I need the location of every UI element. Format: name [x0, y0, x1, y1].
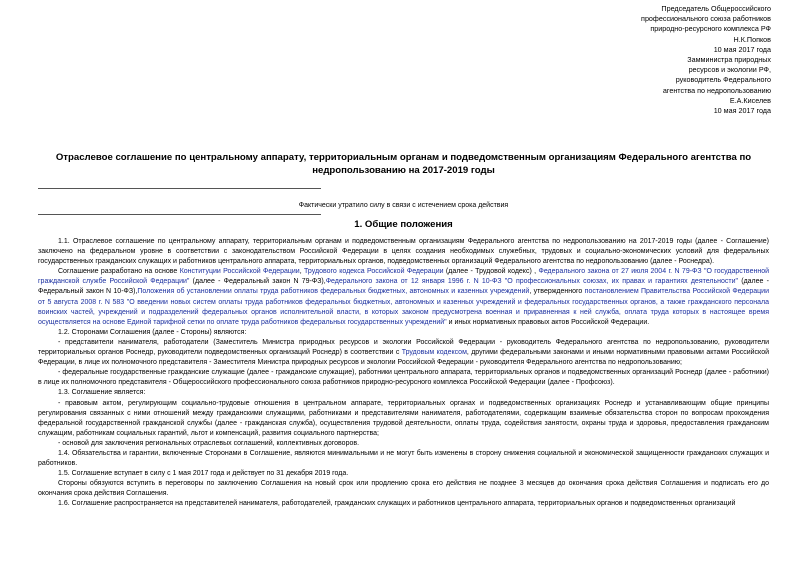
- paragraph-text: , другими федеральными законами и иными нормативными правовыми актами Российской Федерации, в лице их полномочного представителя - Заместителя Министра природных ресурсов и экологии Российской Федерации - руководителя Федерального агентства по недропользованию;: [38, 349, 770, 367]
- link-federal-law-10[interactable]: Федерального закона от 12 января 1996 г. N 10-ФЗ "О профессиональных союзах, их правах и гарантиях деятельности": [325, 278, 738, 286]
- document-title: Отраслевое соглашение по центральному аппарату, территориальным органам и подведомственным организациям Федерального агентства по недропользованию на 2017-2019 годы: [55, 152, 752, 176]
- paragraph-basis: [38, 267, 769, 328]
- link-labor-code[interactable]: Трудового кодекса Российской Федерации: [304, 268, 444, 276]
- paragraph-1-2-employees: - федеральные государственные гражданские служащие (далее - гражданские служащие), работники центрального аппарата, территориальных органов и подведомственных организаций Роснедр (далее - работники) в лице их полномочного представителя - Общероссийского профессионального союза работников природно-ресурсного комплекса Российской Федерации (далее - Профсоюз).: [38, 369, 769, 387]
- paragraph-1-2: 1.2. Сторонами Соглашения (далее - Стороны) являются:: [58, 328, 247, 336]
- paragraph-1-1: 1.1. Отраслевое соглашение по центральному аппарату, территориальным органам и подведомственным организациям Федерального агентства по недропользованию на 2017-2019 годы (далее - Соглашение) заключено на федеральном уровне в соответствии с законодательством Российской Федерации в целях создания необходимых служебных, трудовых и социально-экономических условий для федеральных государственных гражданских служащих и работников центрального аппарата, территориальных органов, подведомственных организаций Федерального агентства по недропользованию (далее - Роснедра).: [38, 238, 769, 266]
- status-note: Фактически утратило силу в связи с истечением срока действия: [298, 202, 509, 209]
- paragraph-text: ,: [299, 268, 305, 276]
- paragraph-text: (далее - Федеральный закон N 79-ФЗ),: [189, 278, 326, 286]
- approval-line: профессионального союза работников: [641, 14, 771, 24]
- approval-line: 10 мая 2017 года: [713, 44, 771, 54]
- paragraph-text: - представители нанимателя, работодатели (Заместитель Министра природных ресурсов и экологии Российской Федерации - руководитель Федерального агентства по недропользованию, руководители территориальных органов Роснедр, руководители подведомственных организаций Роснедр) в соответствии с: [38, 338, 769, 357]
- link-constitution[interactable]: Конституции Российской Федерации: [179, 268, 300, 276]
- approval-line: 10 мая 2017 года: [713, 106, 771, 116]
- approval-line: ресурсов и экологии РФ,: [688, 65, 771, 75]
- approval-line: Председатель Общероссийского: [661, 4, 771, 13]
- paragraph-text: , утвержденного: [529, 288, 585, 296]
- approval-line: природно-ресурсного комплекса РФ: [650, 24, 771, 34]
- approval-block: [621, 4, 771, 116]
- paragraph-text: и иных нормативных правовых актов Российской Федерации.: [446, 318, 650, 326]
- paragraph-1-4: 1.4. Обязательства и гарантии, включенные Сторонами в Соглашение, являются минимальными и не могут быть изменены в сторону снижения социальной и экономической защищенности гражданских служащих и работников.: [38, 449, 769, 468]
- paragraph-1-3: 1.3. Соглашение является:: [58, 389, 146, 397]
- link-labor-code[interactable]: Трудовым кодексом: [401, 349, 467, 357]
- link-pay-regulation[interactable]: Положения об установлении оплаты труда работников федеральных бюджетных, автономных и казенных учреждений: [137, 288, 530, 296]
- paragraph-text: (далее - Федеральный закон N 10-ФЗ),: [38, 278, 769, 296]
- link-government-decree-583[interactable]: постановлением Правительства Российской Федерации от 5 августа 2008 г. N 583 "О введении новых систем оплаты труда работников федеральных бюджетных, автономных и казенных учреждений и федеральных государственных органов, а также гражданского персонала воинских частей, учреждений и подразделений федеральных органов исполнительной власти, в которых законом предусмотрена военная и приравненная к ней служба, оплата труда которых в настоящее время осуществляется на основе Единой тарифной сетки по оплате труда работников федеральных государственных учреждений": [38, 288, 770, 326]
- document-body: [38, 237, 769, 510]
- paragraph-1-3-basis: - основой для заключения региональных отраслевых соглашений, коллективных договоров.: [58, 439, 360, 447]
- paragraph-1-2-employers: [38, 338, 769, 368]
- paragraph-1-5-renewal: Стороны обязуются вступить в переговоры по заключению Соглашения на новый срок или продлению срока его действия не позднее 3 месяцев до окончания срока действия Соглашения и подписать его до окончания срока действия Соглашения.: [38, 480, 769, 498]
- paragraph-text: (далее - Трудовой кодекс) ,: [443, 268, 539, 276]
- divider-line: [38, 214, 321, 215]
- approval-line: Замминистра природных: [687, 55, 771, 65]
- approval-line: Н.К.Попков: [733, 34, 771, 44]
- approval-line: руководитель Федерального: [675, 75, 771, 85]
- link-federal-law-79[interactable]: Федерального закона от 27 июля 2004 г. N 79-ФЗ "О государственной гражданской службе Российской Федерации": [38, 268, 769, 286]
- approval-line: Е.А.Киселев: [729, 95, 771, 105]
- paragraph-1-5: 1.5. Соглашение вступает в силу с 1 мая 2017 года и действует по 31 декабря 2019 года.: [58, 470, 349, 478]
- section-heading: 1. Общие положения: [354, 219, 453, 230]
- paragraph-text: Соглашение разработано на основе: [58, 268, 180, 276]
- approval-line: агентства по недропользованию: [662, 85, 771, 95]
- paragraph-1-6: 1.6. Соглашение распространяется на представителей нанимателя, работодателей, гражданских служащих и работников центрального аппарата, территориальных органов и подведомственных организаций: [58, 500, 736, 508]
- paragraph-1-3-legal-act: - правовым актом, регулирующим социально-трудовые отношения в центральном аппарате, территориальных органах и подведомственных организациях Роснедр и устанавливающим общие принципы регулирования связанных с ними отношений между гражданскими служащими, работниками и представителями нанимателя, работодателями, содержащим взаимные обязательства сторон по вопросам прохождения федеральной государственной гражданской службы (далее - гражданская служба), осуществления трудовой деятельности, оплаты труда, содействия занятости, охраны труда и здоровья, предоставления гражданским служащим, работникам социальных гарантий, льгот и компенсаций, развития социального партнерства;: [38, 399, 769, 437]
- divider-line: [38, 188, 321, 189]
